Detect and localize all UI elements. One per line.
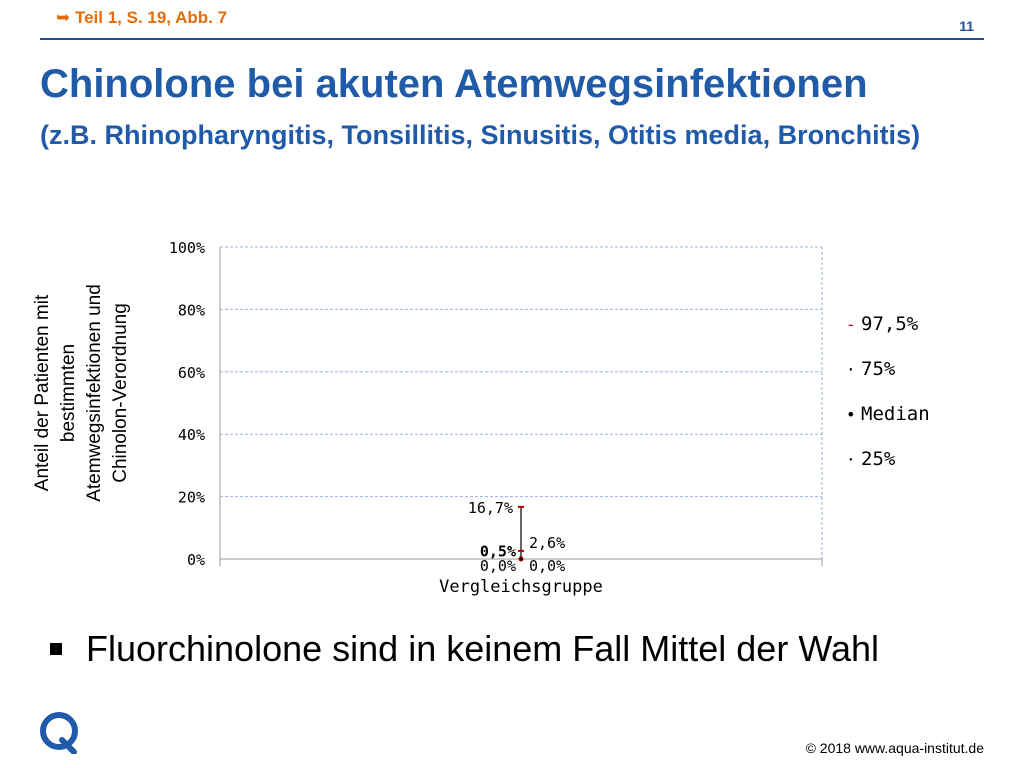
p25-marker (520, 558, 523, 561)
data-label-max: 16,7% (467, 498, 513, 517)
y-axis-label-line: Atemwegsinfektionen und (84, 284, 105, 502)
legend-label: 97,5% (861, 313, 919, 335)
y-axis-label-group (32, 284, 131, 502)
legend-label: 75% (861, 358, 896, 380)
y-tick-label: 100% (168, 239, 205, 257)
page-number: 11 (959, 18, 974, 34)
y-axis-label (32, 284, 131, 502)
legend (846, 313, 930, 470)
y-tick-label: 40% (177, 426, 205, 445)
bullet-item: Fluorchinolone sind in keinem Fall Mittel der Wahl (86, 628, 880, 669)
data-label-p97-5: 2,6% (529, 533, 566, 552)
y-axis-label-line: Anteil der Patienten mit (32, 294, 53, 492)
y-axis-label-line: Chinolon-Verordnung (110, 303, 131, 483)
bullet-marker (50, 643, 62, 655)
y-tick-label: 20% (177, 488, 205, 507)
footer-copyright: © 2018 www.aqua-institut.de (805, 740, 984, 756)
y-axis-label-line: bestimmten (58, 343, 79, 443)
slide-subtitle: (z.B. Rhinopharyngitis, Tonsillitis, Sinusitis, Otitis media, Bronchitis) (40, 120, 921, 150)
y-tick-label: 80% (177, 301, 205, 320)
plot-marks (518, 507, 524, 562)
aqua-logo-icon (40, 712, 78, 754)
data-label-median: 0,0% (479, 557, 516, 575)
slide-title: Chinolone bei akuten Atemwegsinfektionen (40, 62, 868, 106)
legend-marker: · (846, 450, 856, 469)
y-tick-label: 60% (177, 363, 205, 382)
legend-label: 25% (861, 448, 896, 470)
bullet-list (50, 628, 879, 670)
legend-marker: · (846, 360, 856, 379)
data-labels (468, 499, 565, 575)
reference-link[interactable]: ➥ Teil 1, S. 19, Abb. 7 (56, 8, 228, 27)
data-label-p75: 0,5% (479, 542, 516, 561)
x-axis-label: Vergleichsgruppe (439, 577, 603, 597)
legend-marker: • (846, 405, 856, 424)
legend-marker: - (846, 315, 856, 334)
legend-label: Median (861, 403, 930, 425)
y-tick-labels (169, 239, 205, 569)
y-tick-label: 0% (186, 551, 205, 569)
data-label-p25: 0,0% (529, 557, 566, 575)
